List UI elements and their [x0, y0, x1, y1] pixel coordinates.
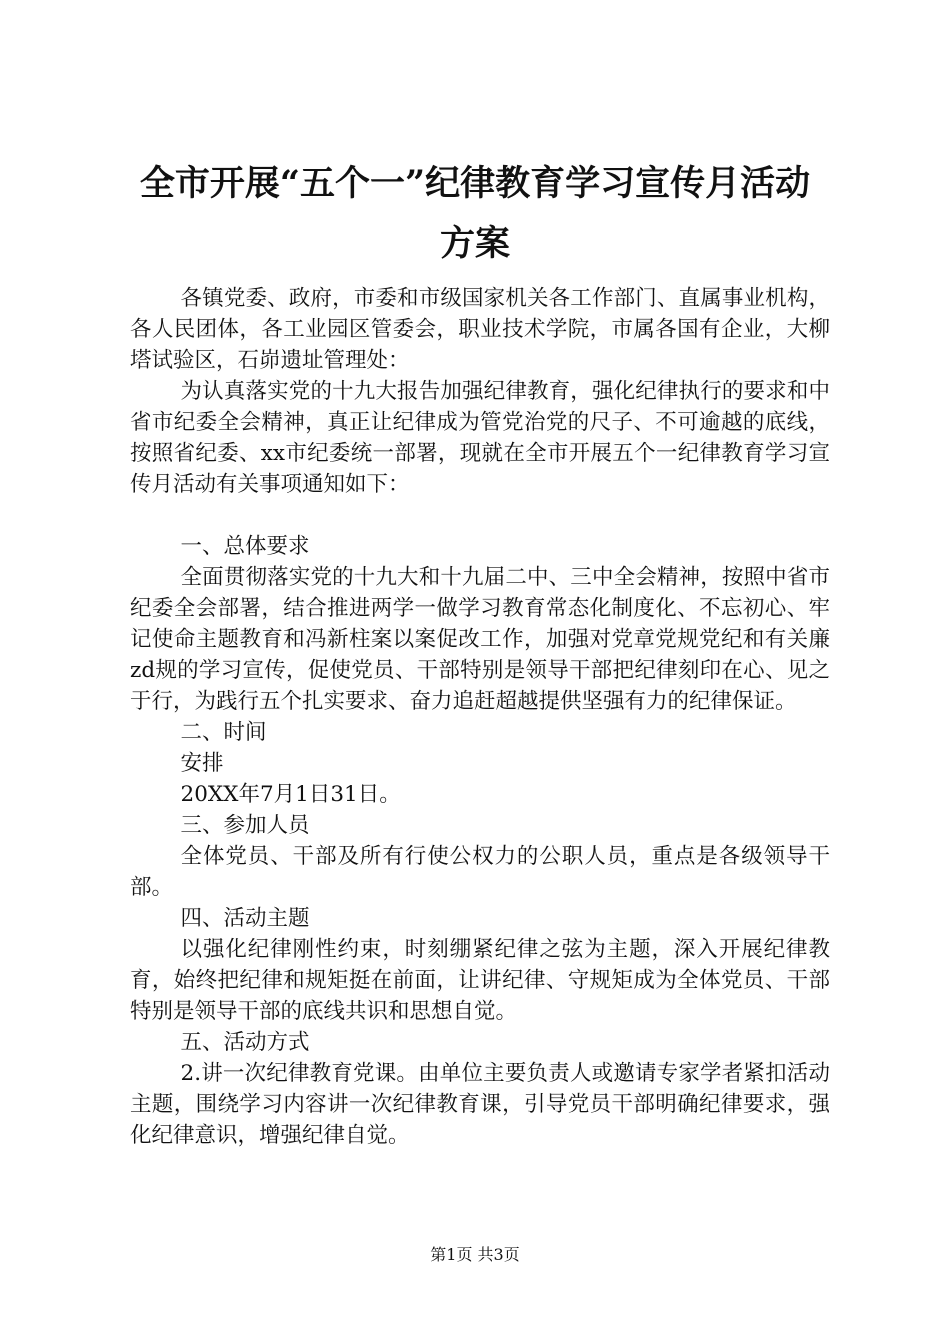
- document-title-line2: 方案: [439, 223, 510, 264]
- paragraph-gap: [130, 500, 830, 531]
- document-title-line1: 全市开展“五个一”纪律教育学习宣传月活动: [139, 163, 811, 204]
- section1-body: 全面贯彻落实党的十九大和十九届二中、三中全会精神，按照中省市纪委全会部署，结合推进两学一做学习教育常态化制度化、不忘初心、牢记使命主题教育和冯新柱案以案促改工作，加强对党章党规党纪和有关廉zd规的学习宣传，促使党员、干部特别是领导干部把纪律刻印在心、见之于行，为践行五个扎实要求、奋力追赶超越提供坚强有力的纪律保证。: [130, 565, 830, 714]
- salutation-paragraph: 各镇党委、政府，市委和市级国家机关各工作部门、直属事业机构，各人民团体，各工业园区管委会，职业技术学院，市属各国有企业，大柳塔试验区，石峁遗址管理处：: [130, 286, 830, 373]
- section5-heading: 五、活动方式: [180, 1030, 310, 1055]
- intro-paragraph: 为认真落实党的十九大报告加强纪律教育，强化纪律执行的要求和中省市纪委全会精神，真正让纪律成为管党治党的尺子、不可逾越的底线，按照省纪委、xx市纪委统一部署，现就在全市开展五个一纪律教育学习宣传月活动有关事项通知如下：: [130, 379, 830, 497]
- section4-body: 以强化纪律刚性约束，时刻绷紧纪律之弦为主题，深入开展纪律教育，始终把纪律和规矩挺在前面，让讲纪律、守规矩成为全体党员、干部特别是领导干部的底线共识和思想自觉。: [130, 937, 830, 1024]
- section3-heading: 三、参加人员: [180, 813, 310, 838]
- section5-body: 2.讲一次纪律教育党课。由单位主要负责人或邀请专家学者紧扣活动主题，围绕学习内容讲一次纪律教育课，引导党员干部明确纪律要求，强化纪律意识，增强纪律自觉。: [130, 1061, 830, 1148]
- section2-subheading: 安排: [180, 751, 224, 776]
- section3-body: 全体党员、干部及所有行使公权力的公职人员，重点是各级领导干部。: [130, 844, 830, 900]
- section1-heading: 一、总体要求: [180, 534, 310, 559]
- section4-heading: 四、活动主题: [180, 906, 310, 931]
- section2-heading: 二、时间: [180, 720, 267, 745]
- page-footer: 第1页 共3页: [430, 1245, 520, 1264]
- section2-body: 20XX年7月1日31日。: [180, 782, 401, 807]
- document-body: [130, 283, 830, 1151]
